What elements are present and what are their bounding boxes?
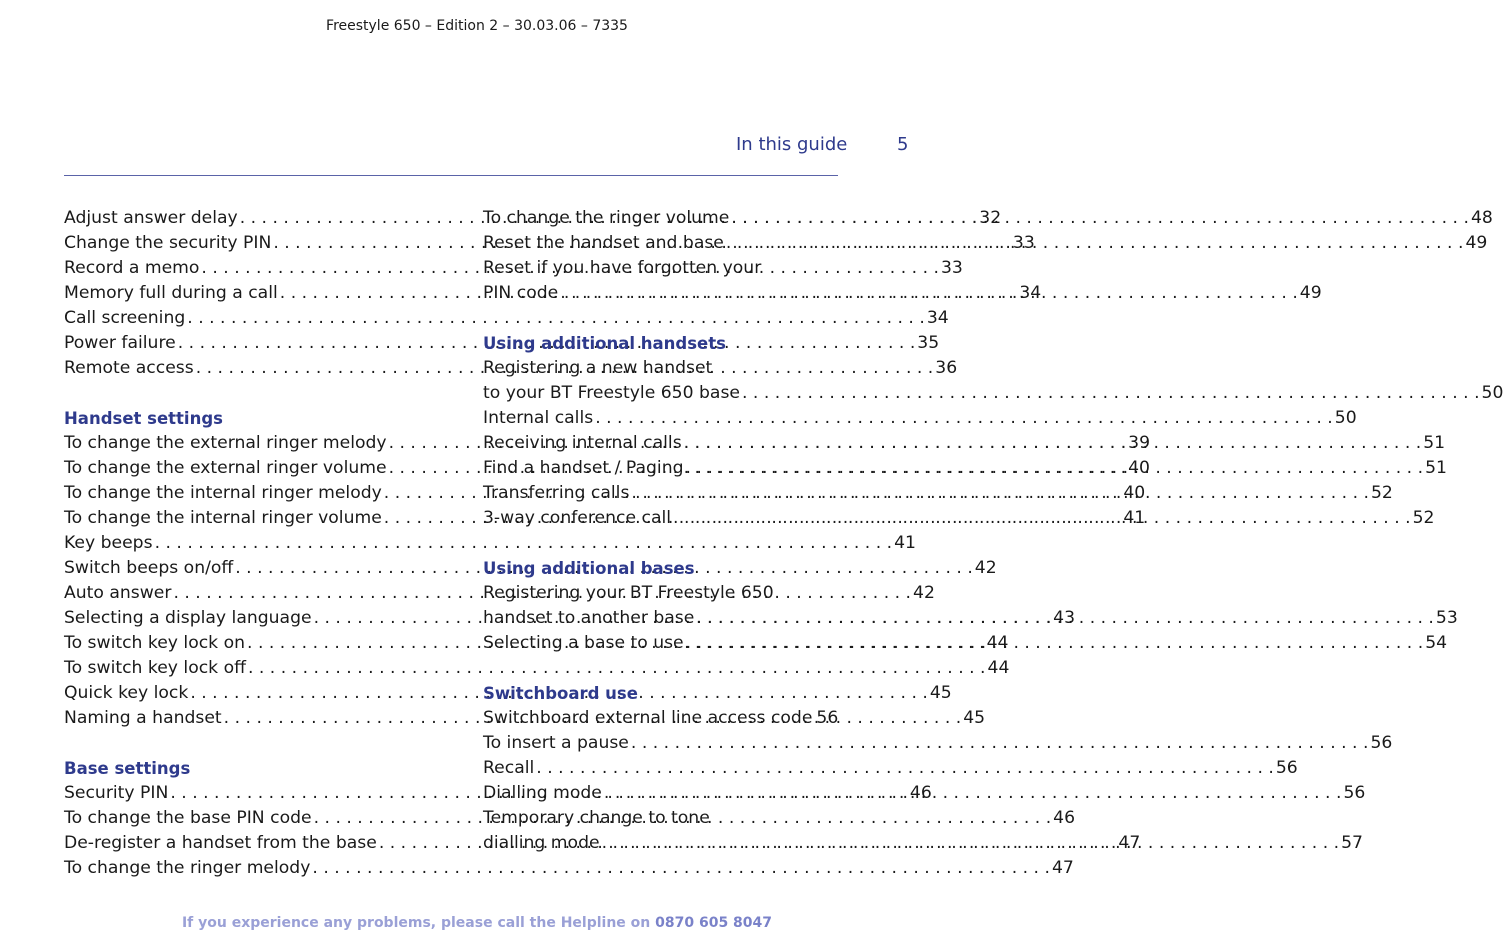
toc-entry-page: 45	[963, 708, 986, 728]
toc-entry-label: Transferring calls	[483, 483, 630, 503]
toc-entry-page: 41	[1123, 508, 1146, 528]
dot-leader	[696, 606, 1434, 631]
toc-entry-page: 51	[1425, 458, 1447, 478]
toc-entry-page: 53	[1435, 608, 1458, 628]
guide-title: In this guide	[736, 134, 848, 155]
section-heading: Switchboard use	[483, 684, 638, 703]
toc-entry-label: To change the internal ringer volume	[64, 508, 382, 528]
helpline-phone: 0870 605 8047	[655, 915, 773, 931]
toc-entry-label: Selecting a display language	[64, 608, 312, 628]
toc-entry-label: Memory full during a call	[64, 283, 278, 303]
toc-entry-page: 40	[1123, 483, 1146, 503]
toc-entry	[64, 656, 1010, 681]
toc-entry-label: To switch key lock on	[64, 633, 246, 653]
toc-entry-page: 44	[987, 658, 1010, 678]
toc-entry-label: Quick key lock	[64, 683, 189, 703]
toc-entry-label: 3-way conference call	[483, 508, 672, 528]
toc-entry-label: PIN code	[483, 283, 559, 303]
section-heading: Handset settings	[64, 409, 223, 428]
dot-leader	[742, 381, 1480, 406]
dot-leader	[684, 431, 1422, 456]
toc-entry-label: Recall	[483, 758, 535, 778]
section-heading: Using additional bases	[483, 559, 695, 578]
toc-entry	[64, 306, 949, 331]
toc-entry-page: 50	[1481, 383, 1503, 403]
toc-entry-label: Switch beeps on/off	[64, 558, 234, 578]
toc-entry	[483, 756, 1298, 781]
toc-entry	[483, 381, 1503, 406]
toc-entry-page: 46	[909, 783, 932, 803]
toc-entry-label: Change the security PIN	[64, 233, 272, 253]
toc-entry-label: To change the internal ringer melody	[64, 483, 382, 503]
toc-entry-label: To change the ringer volume	[483, 208, 730, 228]
section-spacer	[483, 531, 835, 556]
section-heading: Base settings	[64, 759, 191, 778]
toc-entry-page: 56	[1275, 758, 1298, 778]
toc-entry-label: To switch key lock off	[64, 658, 246, 678]
toc-entry-label: Remote access	[64, 358, 194, 378]
toc-entry-page: 39	[1128, 433, 1151, 453]
toc-entry	[64, 531, 916, 556]
toc-entry-label: To change the base PIN code	[64, 808, 312, 828]
dot-leader	[631, 481, 1369, 506]
section-spacer	[483, 306, 835, 331]
toc-entry	[483, 706, 839, 731]
toc-text-line: Reset if you have forgotten your	[483, 258, 762, 278]
toc-entry-label: To change the external ringer volume	[64, 458, 387, 478]
toc-entry-page: 34	[926, 308, 949, 328]
dot-leader	[686, 456, 1424, 481]
toc-entry-page: 46	[1053, 808, 1076, 828]
toc-entry-page: 48	[1470, 208, 1493, 228]
toc-entry-page: 42	[974, 558, 997, 578]
toc-entry-label: Record a memo	[64, 258, 200, 278]
dot-leader	[726, 231, 1464, 256]
toc-entry-page: 45	[929, 683, 952, 703]
helpline-footer	[0, 915, 954, 931]
toc-entry	[483, 731, 1393, 756]
toc-entry-label: De-register a handset from the base	[64, 833, 377, 853]
toc-entry-page: 42	[913, 583, 935, 603]
toc-entry-label: handset to another base	[483, 608, 695, 628]
toc-entry-label: Security PIN	[64, 783, 169, 803]
toc-entry-page: 33	[1012, 233, 1035, 253]
footer-text: If you experience any problems, please call the Helpline on	[181, 915, 656, 931]
toc-entry	[483, 406, 1357, 431]
dot-leader	[731, 206, 1469, 231]
toc-entry-label: Adjust answer delay	[64, 208, 238, 228]
toc-entry-page: 44	[986, 633, 1009, 653]
toc-entry-page: 32	[979, 208, 1002, 228]
toc-entry-label: Reset the handset and base	[483, 233, 724, 253]
toc-entry-label: Power failure	[64, 333, 176, 353]
toc-entry-page: 41	[894, 533, 916, 553]
toc-entry-page: 33	[940, 258, 963, 278]
dot-leader	[631, 731, 1369, 756]
toc-entry-label: To change the ringer melody	[64, 858, 311, 878]
toc-entry-page: 54	[1425, 633, 1448, 653]
toc-entry-page: 56	[1343, 783, 1366, 803]
toc-entry-label: Switchboard external line access code	[483, 708, 813, 728]
toc-entry-page: 47	[1051, 858, 1074, 878]
toc-entry-label: Auto answer	[64, 583, 172, 603]
dot-leader	[312, 856, 1050, 881]
toc-entry-page: 51	[1423, 433, 1446, 453]
toc-entry-label: dialling mode	[483, 833, 600, 853]
section-spacer	[483, 656, 835, 681]
toc-entry-page: 49	[1299, 283, 1322, 303]
toc-entry-page: 35	[917, 333, 940, 353]
toc-entry-label: Naming a handset	[64, 708, 222, 728]
toc-entry-label: to your BT Freestyle 650 base	[483, 383, 740, 403]
section-spacer	[64, 381, 416, 406]
toc-entry-label: Internal calls	[483, 408, 594, 428]
toc-entry-page: 49	[1465, 233, 1488, 253]
header-divider	[64, 175, 838, 176]
toc-entry-label: Receiving internal calls	[483, 433, 682, 453]
toc-entry-label: Find a handset / Paging	[483, 458, 684, 478]
toc-entry-page: 56	[816, 708, 839, 728]
section-spacer	[64, 731, 416, 756]
toc-text-line: Registering a new handset	[483, 358, 713, 378]
toc-entry-page: 56	[1370, 733, 1393, 753]
dot-leader	[536, 756, 1274, 781]
toc-entry-label: Dialling mode	[483, 783, 602, 803]
toc-entry-label: Key beeps	[64, 533, 153, 553]
toc-entry-page: 36	[935, 358, 958, 378]
dot-leader	[595, 406, 1333, 431]
toc-entry-page: 57	[1341, 833, 1363, 853]
toc-entry-page: 34	[1019, 283, 1042, 303]
dot-leader	[686, 631, 1424, 656]
toc-entry-page: 43	[1053, 608, 1076, 628]
toc-text-line: Registering your BT Freestyle 650	[483, 583, 774, 603]
toc-entry-page: 40	[1128, 458, 1150, 478]
toc-entry-page: 50	[1334, 408, 1357, 428]
toc-text-line: Temporary change to tone	[483, 808, 710, 828]
toc-entry-page: 52	[1412, 508, 1435, 528]
dot-leader	[604, 781, 1342, 806]
toc-entry-label: Selecting a base to use	[483, 633, 684, 653]
dot-leader	[602, 831, 1340, 856]
toc-entry-label: To insert a pause	[483, 733, 629, 753]
toc-entry-label: Call screening	[64, 308, 186, 328]
edition-header: Freestyle 650 – Edition 2 – 30.03.06 – 7335	[326, 18, 628, 34]
section-heading: Using additional handsets	[483, 334, 726, 353]
page-number: 5	[897, 134, 909, 155]
toc-entry-label: To change the external ringer melody	[64, 433, 387, 453]
toc-entry	[64, 856, 1074, 881]
dot-leader	[673, 506, 1411, 531]
toc-entry-page: 47	[1118, 833, 1141, 853]
toc-entry-page: 52	[1370, 483, 1393, 503]
dot-leader	[560, 281, 1298, 306]
